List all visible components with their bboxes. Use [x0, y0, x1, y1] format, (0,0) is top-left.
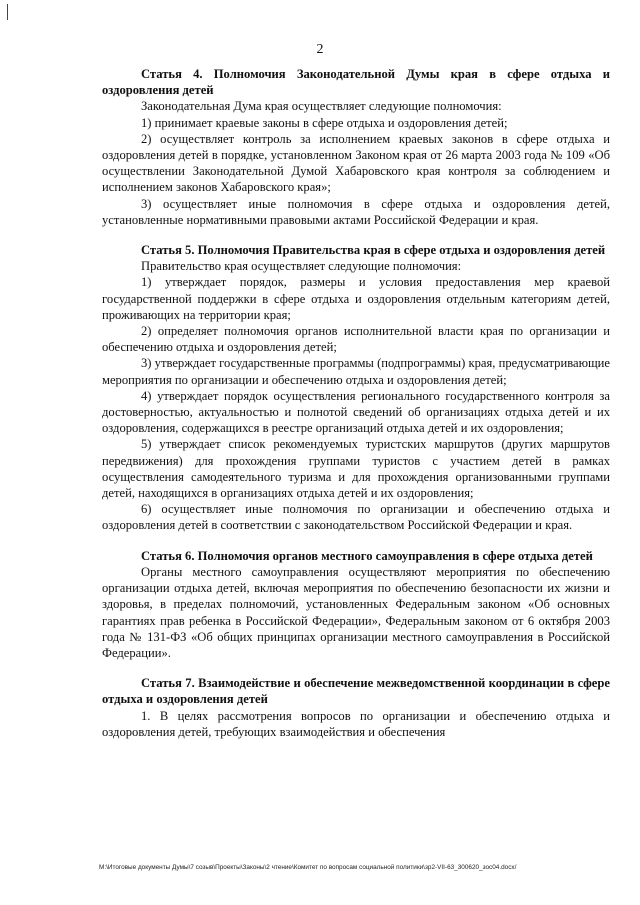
article-5	[102, 242, 610, 534]
scan-mark	[7, 4, 8, 20]
article-4-heading: Статья 4. Полномочия Законодательной Думы края в сфере отдыха и оздоровления детей	[102, 67, 610, 98]
article-5-paragraph: 5) утверждает список рекомендуемых туристских маршрутов (других маршрутов передвижения) для прохождения группами туристов с участием детей в рамках осуществления самодеятельного туризма и для прохождения организованными группами детей, находящихся в организациях отдыха детей и их оздоровления;	[102, 437, 610, 501]
article-5-paragraph: 1) утверждает порядок, размеры и условия предоставления мер краевой государственной поддержки в сфере отдыха и оздоровления отдельным категориям детей, проживающих на территории края;	[102, 275, 610, 322]
article-5-paragraph: 2) определяет полномочия органов исполнительной власти края по организации и обеспечению отдыха и оздоровления детей;	[102, 324, 610, 355]
article-4-paragraph: Законодательная Дума края осуществляет следующие полномочия:	[141, 99, 502, 114]
article-4-paragraph: 1) принимает краевые законы в сфере отдыха и оздоровления детей;	[141, 115, 508, 130]
page-number: 2	[316, 42, 324, 57]
article-7	[102, 675, 610, 740]
article-4	[102, 66, 610, 228]
article-5-paragraph: 4) утверждает порядок осуществления регионального государственного контроля за достоверностью, актуальностью и полнотой сведений об организациях отдыха детей и их оздоровления, содержащихся в реестре организаций отдыха детей и их оздоровления;	[102, 388, 610, 436]
article-4-paragraph: 3) осуществляет иные полномочия в сфере отдыха и оздоровления детей, установленные нормативными правовыми актами Российской Федерации и края.	[102, 196, 610, 227]
article-7-paragraph: 1. В целях рассмотрения вопросов по организации и обеспечению отдыха и оздоровления детей, требующих взаимодействия и обеспечения	[102, 708, 610, 739]
spacer	[102, 661, 610, 675]
article-6	[102, 548, 610, 661]
article-7-heading: Статья 7. Взаимодействие и обеспечение межведомственной координации в сфере отдыха и оздоровления детей	[102, 676, 610, 707]
document-body	[102, 66, 610, 740]
spacer	[102, 534, 610, 548]
article-5-paragraph: Правительство края осуществляет следующие полномочия:	[141, 259, 462, 274]
article-5-paragraph: 6) осуществляет иные полномочия по организации и обеспечению отдыха и оздоровления детей в соответствии с законодательством Российской Федерации и края.	[102, 502, 610, 533]
article-6-heading: Статья 6. Полномочия органов местного самоуправления в сфере отдыха детей	[141, 548, 593, 563]
article-6-paragraph: Органы местного самоуправления осуществляют мероприятия по обеспечению организации отдыха детей, включая мероприятия по обеспечению безопасности их жизни и здоровья, в пределах полномочий, установленных Федеральным законом «Об основных гарантиях прав ребенка в Российской Федерации», Федеральным законом от 6 октября 2003 года № 131-ФЗ «Об общих принципах организации местного самоуправления в Российской Федерации».	[102, 564, 610, 660]
article-4-paragraph: 2) осуществляет контроль за исполнением краевых законов в сфере отдыха и оздоровления детей в порядке, установленном Законом края от 26 марта 2003 года № 109 «Об осуществлении Законодательной Думой Хабаровского края контроля за соблюдением и исполнением законов Хабаровского края»;	[102, 131, 610, 195]
footer-file-path: M:\Итоговые документы Думы\7 созыв\Проекты\Законы\2 чтение\Комитет по вопросам социальной политики\зр2-VII-63_300620_зос04.docx/	[99, 864, 517, 871]
article-5-heading: Статья 5. Полномочия Правительства края в сфере отдыха и оздоровления детей	[141, 243, 606, 258]
article-5-paragraph: 3) утверждает государственные программы (подпрограммы) края, предусматривающие мероприятия по организации и обеспечению отдыха и оздоровления детей;	[102, 356, 610, 387]
spacer	[102, 228, 610, 242]
